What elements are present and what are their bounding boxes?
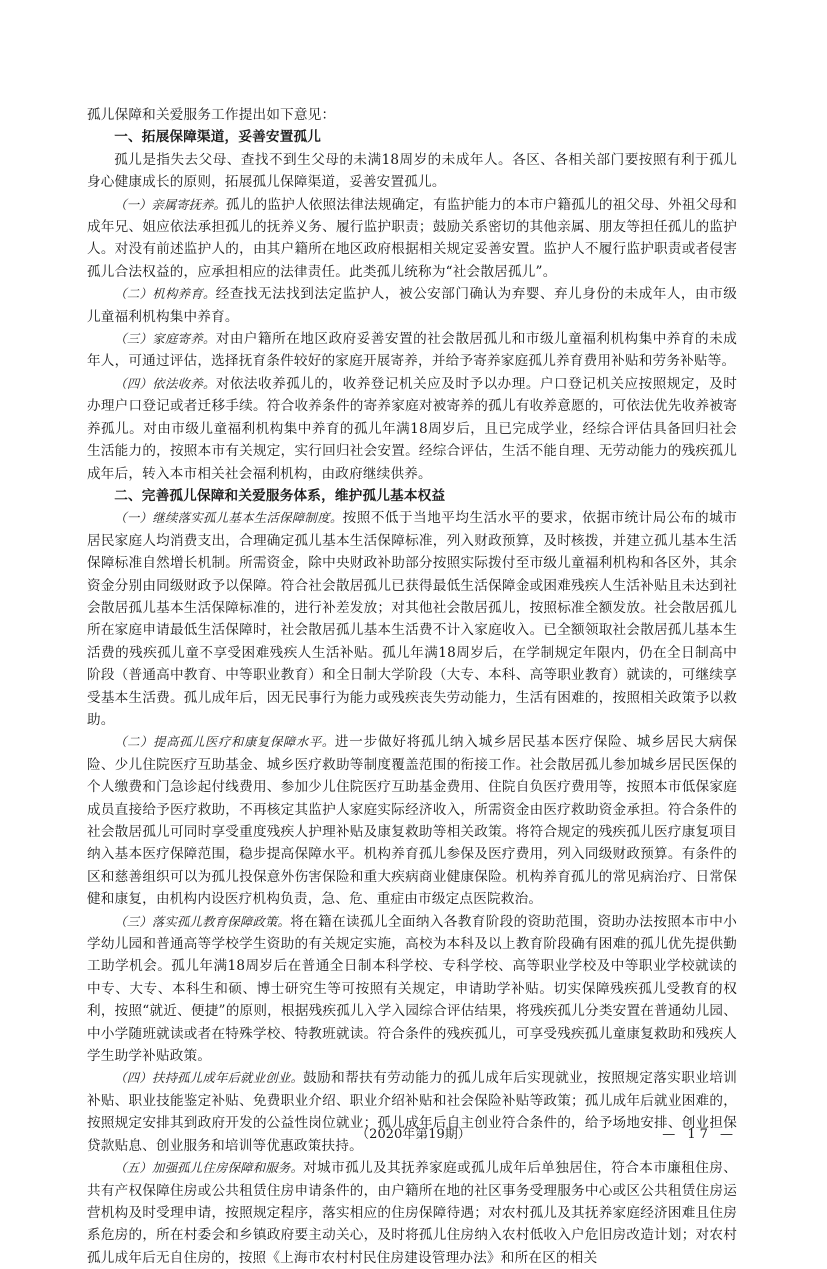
page-footer (0, 1124, 827, 1146)
section-1-heading: 一、拓展保障渠道，妥善安置孤儿 (114, 129, 322, 146)
section-2-item (87, 731, 737, 910)
section-1-item (87, 373, 737, 485)
item-text: 鼓励和帮扶有劳动能力的孤儿成年后实现就业，按照规定落实职业培训补贴、职业技能鉴定补贴、免费职业介绍、职业介绍补贴和社会保险补贴等政策；孤儿成年后就业困难的，按照规定安排其到政府开发的公益性岗位就业；孤儿成年后自主创业符合条件的，给予场地安排、创业担保贷款贴息、创业服务和培训等优惠政策扶持。 (87, 1070, 738, 1154)
item-label: （一）继续落实孤儿基本生活保障制度。 (114, 510, 343, 526)
document-body (87, 104, 737, 1269)
item-text: 对依法收养孤儿的，收养登记机关应及时予以办理。户口登记机关应按照规定，及时办理户口登记或者迁移手续。符合收养条件的寄养家庭对被寄养的孤儿有收养意愿的，可依法优先收养被寄养孤儿。对由市级儿童福利机构集中养育的孤儿年满18周岁后，且已完成学业，经综合评估具备回归社会生活能力的，按照本市有关规定，实行回归社会安置。经综合评估，生活不能自理、无劳动能力的残疾孤儿成年后，转入本市相关社会福利机构，由政府继续供养。 (87, 375, 737, 482)
section-1-paragraph: 孤儿是指失去父母、查找不到生父母的未满18周岁的未成年人。各区、各相关部门要按照有利于孤儿身心健康成长的原则，拓展孤儿保障渠道，妥善安置孤儿。 (87, 151, 737, 191)
section-2-item (87, 507, 737, 731)
section-2-item (87, 1157, 737, 1269)
item-label: （三）落实孤儿教育保障政策。 (114, 913, 291, 929)
item-text: 对由户籍所在地区政府妥善安置的社会散居孤儿和市级儿童福利机构集中养育的未成年人，可通过评估，选择抚育条件较好的家庭开展寄养，并给予寄养家庭孤儿养育费用补贴和劳务补贴等。 (87, 331, 737, 370)
section-2-item (87, 911, 737, 1068)
item-label: （五）加强孤儿住房保障和服务。 (114, 1160, 304, 1176)
item-text: 按照不低于当地平均生活水平的要求，依据市统计局公布的城市居民家庭人均消费支出，合理确定孤儿基本生活保障标准，列入财政预算，及时核拨，并建立孤儿基本生活保障标准自然增长机制。所需资金，除中央财政补助部分按照实际拨付至市级儿童福利机构和各区外，其余资金分别由同级财政予以保障。符合社会散居孤儿已获得最低生活保障金或困难残疾人生活补贴且未达到社会散居孤儿基本生活保障标准的，进行补差发放；对其他社会散居孤儿，按照标准全额发放。社会散居孤儿所在家庭申请最低生活保障时，社会散居孤儿基本生活费不计入家庭收入。已全额领取社会散居孤儿基本生活费的残疾孤儿童不享受困难残疾人生活补贴。孤儿年满18周岁后，在学制规定年限内，仍在全日制高中阶段（普通高中教育、中等职业教育）和全日制大学阶段（大专、本科、高等职业教育）就读的，可继续享受基本生活费。孤儿成年后，因无民事行为能力或残疾丧失劳动能力，生活有困难的，按照相关政策予以救助。 (87, 510, 737, 728)
issue-number: （2020年第19期） (356, 1127, 471, 1142)
item-text: 将在籍在读孤儿全面纳入各教育阶段的资助范围，资助办法按照本市中小学幼儿园和普通高等学校学生资助的有关规定实施，高校为本科及以上教育阶段确有困难的孤儿优先提供勤工助学机会。孤儿年满18周岁后在普通全日制本科学校、专科学校、高等职业学校及中等职业学校就读的中专、大专、本科生和硕、博士研究生等可按照有关规定，申请助学补贴。切实保障残疾孤儿受教育的权利，按照“就近、便捷”的原则，根据残疾孤儿入学入园综合评估结果，将残疾孤儿分类安置在普通幼儿园、中小学随班就读或者在特殊学校、特教班就读。符合条件的残疾孤儿，可享受残疾孤儿童康复救助和残疾人学生助学补贴政策。 (87, 913, 738, 1065)
page-number: — 17 — (662, 1127, 737, 1142)
item-label: （三）家庭寄养。 (114, 331, 216, 347)
section-1-item (87, 328, 737, 373)
section-1-item (87, 283, 737, 328)
section-1-item (87, 194, 737, 284)
item-label: （二）机构养育。 (114, 286, 216, 302)
item-text: 对城市孤儿及其抚养家庭或孤儿成年后单独居住，符合本市廉租住房、共有产权保障住房或公共租赁住房申请条件的，由户籍所在地的社区事务受理服务中心或区公共租赁住房运营机构及时受理申请，按照规定程序，落实相应的住房保障待遇；对农村孤儿及其抚养家庭经济困难且住房系危房的，所在村委会和乡镇政府要主动关心，及时将孤儿住房纳入农村低收入户危旧房改造计划；对农村孤儿成年后无自住房的，按照《上海市农村村民住房建设管理办法》和所在区的相关 (87, 1160, 738, 1266)
intro-paragraph: 孤儿保障和关爱服务工作提出如下意见： (87, 107, 336, 123)
item-text: 经查找无法找到法定监护人，被公安部门确认为弃婴、弃儿身份的未成年人，由市级儿童福利机构集中养育。 (87, 286, 737, 325)
item-text: 孤儿的监护人依照法律法规确定，有监护能力的本市户籍孤儿的祖父母、外祖父母和成年兄、姐应依法承担孤儿的抚养义务、履行监护职责；鼓励关系密切的其他亲属、朋友等担任孤儿的监护人。对没有前述监护人的，由其户籍所在地区政府根据相关规定妥善安置。监护人不履行监护职责或者侵害孤儿合法权益的，应承担相应的法律责任。此类孤儿统称为“社会散居孤儿”。 (87, 196, 737, 280)
section-2-heading: 二、完善孤儿保障和关爱服务体系，维护孤儿基本权益 (114, 487, 446, 504)
item-label: （一）亲属寄抚养。 (114, 196, 226, 212)
item-label: （四）扶持孤儿成年后就业创业。 (114, 1070, 304, 1086)
item-text: 进一步做好将孤儿纳入城乡居民基本医疗保险、城乡居民大病保险、少儿住院医疗互助基金、城乡医疗救助等制度覆盖范围的衔接工作。社会散居孤儿参加城乡居民医保的个人缴费和门急诊起付线费用、参加少儿住院医疗互助基金费用、住院自负医疗费用等，按照本市低保家庭成员直接给予医疗救助，不再核定其监护人家庭实际经济收入，所需资金由医疗救助资金承担。符合条件的社会散居孤儿可同时享受重度残疾人护理补贴及康复救助等相关政策。将符合规定的残疾孤儿医疗康复项目纳入基本医疗保障范围，稳步提高保障水平。机构养育孤儿参保及医疗费用，列入同级财政预算。有条件的区和慈善组织可以为孤儿投保意外伤害保险和重大疾病商业健康保险。机构养育孤儿的常见病治疗、日常保健和康复，由机构内设医疗机构负责，急、危、重症由市级定点医院救治。 (87, 734, 737, 908)
item-label: （四）依法收养。 (114, 375, 216, 391)
item-label: （二）提高孤儿医疗和康复保障水平。 (114, 734, 335, 750)
